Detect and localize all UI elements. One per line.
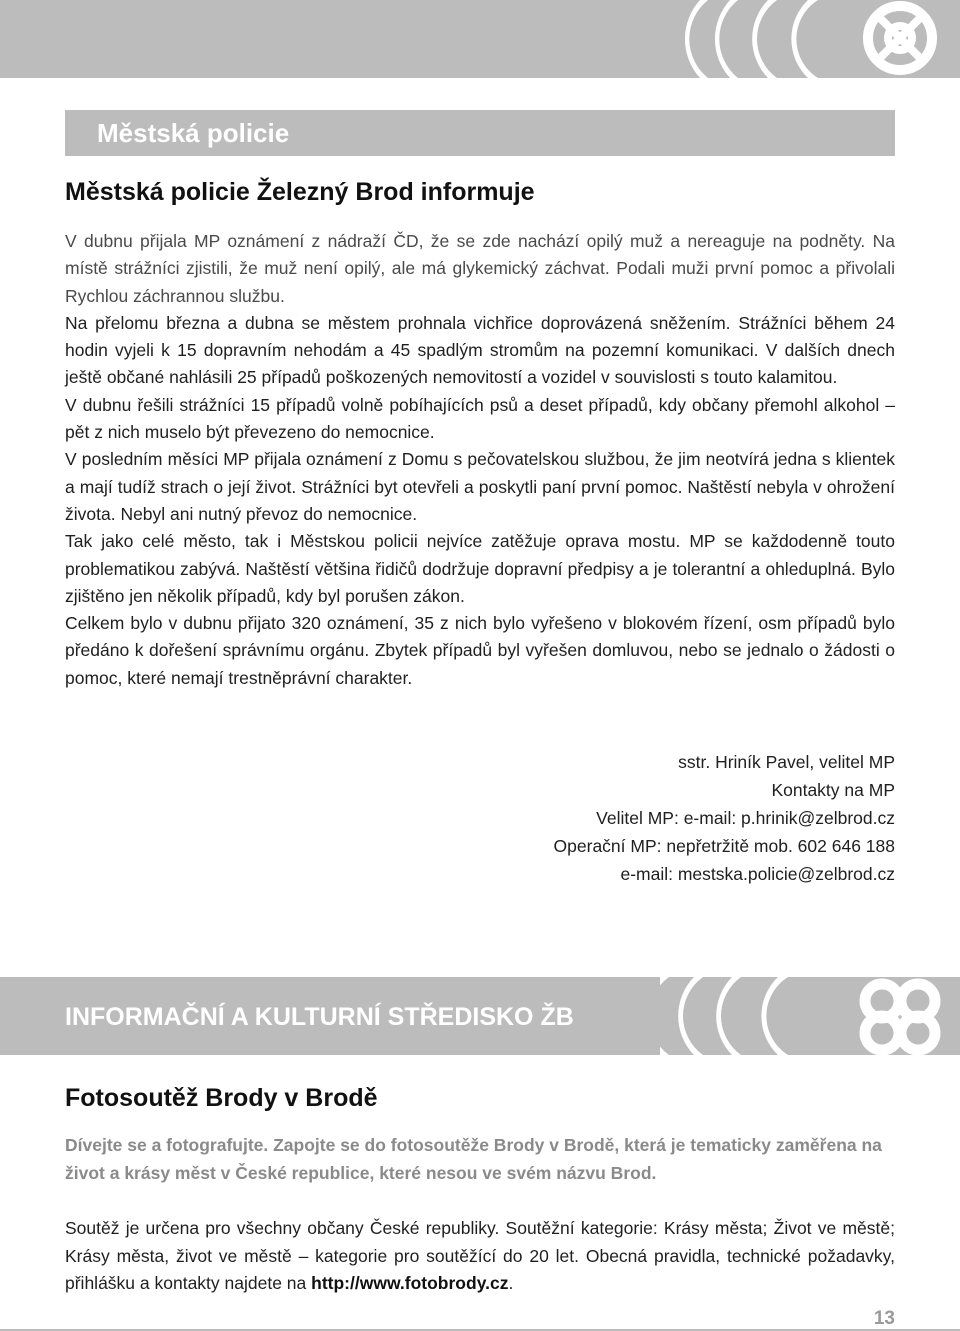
signature-block [295, 748, 895, 888]
section-title: Městská policie [97, 118, 290, 148]
article-body [65, 1215, 895, 1298]
paragraph: Tak jako celé město, tak i Městskou policii nejvíce zatěžuje oprava mostu. MP se každodenně touto problematikou zabývá. Naštěstí většina řidičů dodržuje dopravní předpisy a je tolerantní a ohleduplná. Bylo zjištěno jen několik případů, kdy byl porušen zákon. [65, 531, 895, 606]
article-body [65, 228, 895, 692]
page-number: 13 [873, 1308, 895, 1329]
section-bar-police [65, 110, 895, 156]
paragraph: Celkem bylo v dubnu přijato 320 oznámení, 35 z nich bylo vyřešeno v blokovém řízení, osm případů bylo předáno k dořešení správnímu orgánu. Zbytek případů byl vyřešen domluvou, nebo se jednalo o žádosti o pomoc, které nemají trestněprávní charakter. [65, 613, 895, 688]
interlocking-rings-icon [865, 984, 935, 1050]
paragraph: V posledním měsíci MP přijala oznámení z Domu s pečovatelskou službou, že jim neotvírá jedna s klientek a mají tudíž strach o její život. Strážníci byt otevřeli a poskytli paní první pomoc. Naštěstí nebyla v ohrožení života. Nebyl ani nutný převoz do nemocnice. [65, 449, 895, 524]
contact-operations: Operační MP: nepřetržitě mob. 602 646 188 [553, 836, 895, 856]
body-end: . [508, 1273, 514, 1293]
contacts-title: Kontakty na MP [771, 780, 895, 800]
header-decoration [660, 0, 960, 78]
contact-email: e-mail: mestska.policie@zelbrod.cz [620, 864, 895, 884]
article-heading: Fotosoutěž Brody v Brodě [65, 1084, 378, 1112]
paragraph: V dubnu řešili strážníci 15 případů volně pobíhajících psů a deset případů, kdy občany přemohl alkohol – pět z nich muselo být převezeno do nemocnice. [65, 394, 895, 443]
article-lead: Dívejte se a fotografujte. Zapojte se do fotosoutěže Brody v Brodě, která je tematicky zaměřena na život a krásy měst v České republice, které nesou ve svém názvu Brod. [65, 1135, 882, 1183]
section-title: INFORMAČNÍ A KULTURNÍ STŘEDISKO ŽB [65, 1003, 574, 1031]
contact-commander: Velitel MP: e-mail: p.hrinik@zelbrod.cz [596, 808, 895, 828]
section-decoration [660, 977, 960, 1055]
website-link[interactable]: http://www.fotobrody.cz [311, 1273, 509, 1293]
paragraph: V dubnu přijala MP oznámení z nádraží ČD, že se zde nachází opilý muž a nereaguje na podněty. Na místě strážníci zjistili, že muž není opilý, ale má glykemický záchvat. Podali muži první pomoc a přivolali Rychlou záchrannou službu. [65, 231, 895, 306]
header-band [0, 0, 960, 78]
section-bar-culture [0, 977, 960, 1055]
signature-author: sstr. Hriník Pavel, velitel MP [678, 752, 895, 772]
lifebuoy-icon [868, 6, 932, 70]
paragraph: Na přelomu března a dubna se městem prohnala vichřice doprovázená sněžením. Strážníci během 24 hodin vyjeli k 15 dopravním nehodám a 45 spadlým stromům na pozemní komunikaci. V dalších dnech ještě občané nahlásili 25 případů poškozených nemovitostí a vozidel v souvislosti s touto kalamitou. [65, 312, 895, 388]
article-heading: Městská policie Železný Brod informuje [65, 178, 535, 206]
body-text: Soutěž je určena pro všechny občany České republiky. Soutěžní kategorie: Krásy města; Život ve městě; Krásy města, život ve městě – kategorie pro soutěžící do 20 let. Obecná pravidla, technické požadavky, přihlášku a kontakty najdete na [65, 1218, 895, 1293]
